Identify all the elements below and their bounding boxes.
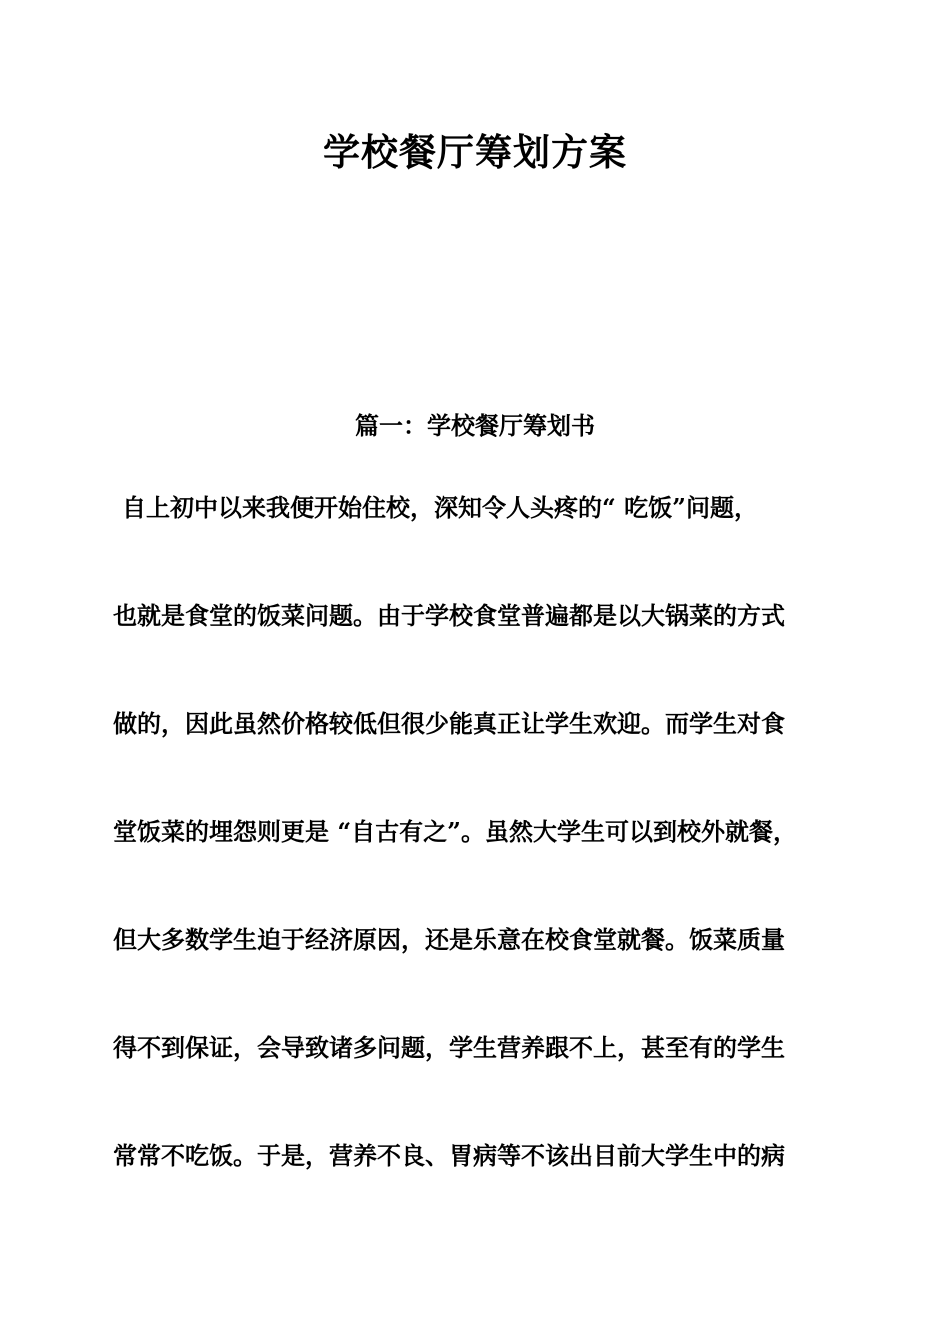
section-heading: 篇一：学校餐厅筹划书	[355, 411, 595, 440]
paragraph-line: 常常不吃饭。于是，营养不良、胃病等不该出目前大学生中的病	[113, 1141, 785, 1170]
paragraph-line: 做的，因此虽然价格较低但很少能真正让学生欢迎。而学生对食	[113, 709, 785, 738]
document-title: 学校餐厅筹划方案	[323, 130, 627, 174]
paragraph-line: 得不到保证，会导致诸多问题，学生营养跟不上，甚至有的学生	[113, 1033, 785, 1062]
paragraph-line: 自上初中以来我便开始住校，深知令人头疼的“ 吃饭”问题，	[122, 493, 758, 522]
paragraph-line: 但大多数学生迫于经济原因，还是乐意在校食堂就餐。饭菜质量	[113, 925, 785, 954]
paragraph-line: 也就是食堂的饭菜问题。由于学校食堂普遍都是以大锅菜的方式	[113, 601, 785, 630]
paragraph-line: 堂饭菜的埋怨则更是 “自古有之”。虽然大学生可以到校外就餐，	[113, 817, 797, 846]
